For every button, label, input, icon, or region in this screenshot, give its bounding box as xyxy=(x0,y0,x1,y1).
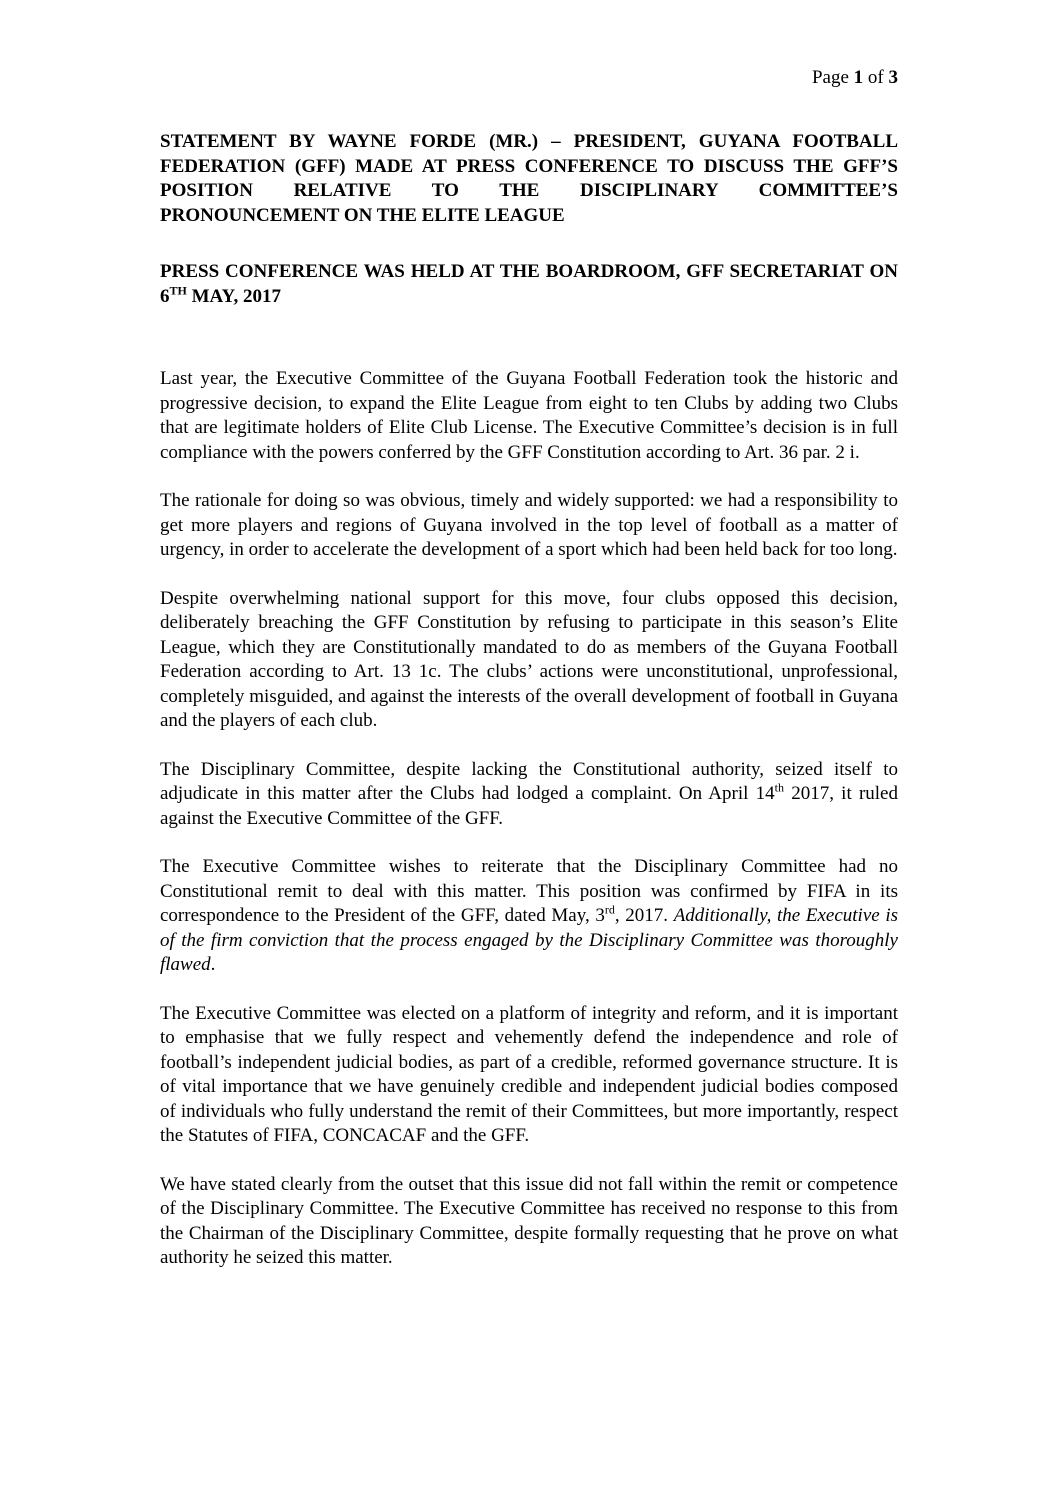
page-number-prefix: Page xyxy=(811,67,854,88)
page-number xyxy=(812,66,898,90)
fifa-text-before: The Executive Committee wishes to reiterate that the Disciplinary Committee had no Constitutional remit to deal with this matter. This position was confirmed by FIFA in its correspondence to the President of the GFF, dated May, 3 xyxy=(160,856,898,926)
ruling-text-before: The Disciplinary Committee, despite lacking the Constitutional authority, seized itself to adjudicate in this matter after the Clubs had lodged a complaint. On April 14 xyxy=(160,758,898,804)
page-number-current: 1 xyxy=(853,67,864,88)
subtitle-ordinal-suffix: TH xyxy=(169,283,187,298)
paragraph-no-response: We have stated clearly from the outset that this issue did not fall within the remit or competence of the Disciplinary Committee. The Executive Committee has received no response to this from the Chairman of the Disciplinary Committee, despite formally requesting that he prove on what authority he seized this matter. xyxy=(160,1173,898,1268)
page-number-total: 3 xyxy=(888,67,898,88)
ruling-ordinal-suffix: th xyxy=(774,780,784,795)
ruling-text-after: 2017, it ruled against the Executive Committee of the GFF. xyxy=(160,783,898,829)
fifa-italic-statement: Additionally, the Executive is of the firm conviction that the process engaged by the Disciplinary Committee was thoroughly flawed xyxy=(160,905,899,975)
fifa-text-end: . xyxy=(210,954,216,975)
press-conference-subtitle xyxy=(160,260,898,309)
subtitle-text-after: MAY, 2017 xyxy=(186,285,281,307)
page-number-middle: of xyxy=(863,67,889,88)
subtitle-text-before: PRESS CONFERENCE WAS HELD AT THE BOARDROOM, GFF SECRETARIAT ON 6 xyxy=(160,261,898,307)
paragraph-expansion-decision: Last year, the Executive Committee of the Guyana Football Federation took the historic and progressive decision, to expand the Elite League from eight to ten Clubs by adding two Clubs that are legitimate holders of Elite Club License. The Executive Committee’s decision is in full compliance with the powers conferred by the GFF Constitution according to Art. 36 par. 2 i. xyxy=(160,368,898,463)
fifa-ordinal-suffix: rd xyxy=(604,902,615,917)
paragraph-fifa-confirmation xyxy=(160,855,898,978)
paragraph-integrity-reform: The Executive Committee was elected on a platform of integrity and reform, and it is important to emphasise that we fully respect and vehemently defend the independence and role of football’s independent judicial bodies, as part of a credible, reformed governance structure. It is of vital importance that we have genuinely credible and independent judicial bodies composed of individuals who fully understand the remit of their Committees, but more importantly, respect the Statutes of FIFA, CONCACAF and the GFF. xyxy=(160,1002,898,1146)
fifa-text-after: , 2017. xyxy=(614,905,674,926)
paragraph-disciplinary-ruling xyxy=(160,758,898,832)
statement-title: STATEMENT BY WAYNE FORDE (MR.) – PRESIDENT, GUYANA FOOTBALL FEDERATION (GFF) MADE AT PRESS CONFERENCE TO DISCUSS THE GFF’S POSITION RELATIVE TO THE DISCIPLINARY COMMITTEE’S PRONOUNCEMENT ON THE ELITE LEAGUE xyxy=(160,131,898,226)
document-body xyxy=(160,130,898,1295)
paragraph-clubs-opposition: Despite overwhelming national support for this move, four clubs opposed this decision, deliberately breaching the GFF Constitution by refusing to participate in this season’s Elite League, which they are Constitutionally mandated to do as members of the Guyana Football Federation according to Art. 13 1c. The clubs’ actions were unconstitutional, unprofessional, completely misguided, and against the interests of the overall development of football in Guyana and the players of each club. xyxy=(160,587,898,731)
paragraph-rationale: The rationale for doing so was obvious, timely and widely supported: we had a responsibility to get more players and regions of Guyana involved in the top level of football as a matter of urgency, in order to accelerate the development of a sport which had been held back for too long. xyxy=(160,490,898,560)
